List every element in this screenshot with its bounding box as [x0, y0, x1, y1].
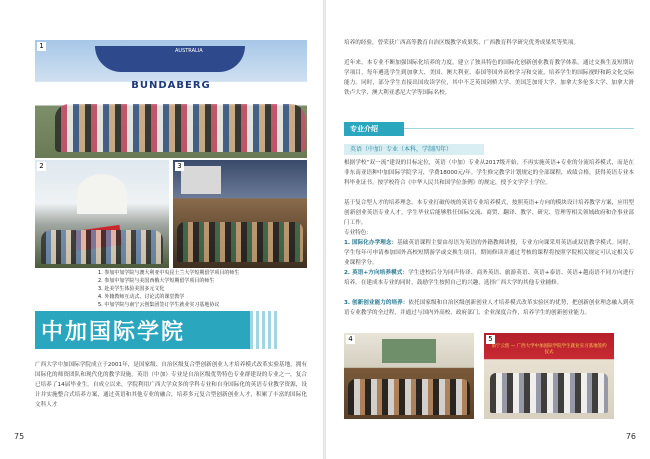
feature-1-title: 1. 国际化办学理念：	[344, 240, 398, 246]
photo-signing-ceremony	[484, 333, 614, 419]
feature-1	[344, 238, 634, 268]
feature-3-title: 3. 创新创业能力的培养：	[344, 300, 409, 306]
section-title: 专业介绍	[350, 125, 378, 133]
page-number: 75	[14, 432, 25, 441]
title-stripe-decoration	[250, 311, 280, 349]
photo-captions	[98, 269, 313, 309]
audience-group	[177, 222, 303, 262]
photo-cultural-event	[173, 160, 307, 268]
feature-3	[344, 298, 634, 318]
photo-number: 2	[37, 162, 46, 171]
banner-text: AUSTRALIA	[175, 48, 203, 54]
caption-1: 1. 参加中加学院与澳大利亚中央昆士兰大学短期留学项目的师生	[98, 270, 240, 276]
intro-paragraph: 广西大学中加国际学院成立于2001年，是国家级、自治区级复合型创新创业人才培养模式改革实验基地，拥有国际化的师资团队和现代化的教学设施。英语（中加）专业是自治区级优势特色专业群建设的专业之一，复合已培养了14届毕业生。自成立以来，学院利用广西大学众多的学科专业和自身国际化的英语专业教学资源，设计并实施整合式培养方案，通过英语和其他专业的融合，培养多元复合型创新创业人才，积累了丰富的国际化文科人才	[35, 362, 307, 408]
training-paragraph: 基于复合型人才的培养理念，本专业打破传统的英语专业培养模式，按照英语+方向的模块设计培养教学方案，应用型创新创业英语专业人才。学生毕业后能够胜任国际交流、商贸、翻译、教学、研究、管理等相关领域政府和企事业部门工作。	[344, 200, 634, 226]
ceremony-group	[490, 373, 608, 413]
bundaberg-sign: BUNDABERG	[131, 80, 211, 91]
feature-2-text: 学生进校后分为同声传译、商务英语、旅游英语、英语+泰语、英语+越南语不同方向进行培养。在建成本专业的同时，鼓励学生按照自己的兴趣，选择广西大学的其他专业辅修。	[344, 270, 634, 286]
photo-number: 3	[175, 162, 184, 171]
program-paragraph: 根据学校“双一流”建设的目标定位，英语（中加）专业从2017级开始，不再实施英语+专业的分流培养模式，而是在非东南亚语种中加国际学院学习，学费18000元/年。学生修完教学计划规定的全部课程，成绩合格，获得英语专业本科毕业证书。按学校符合《中华人民共和国学位条例》的规定，授予文学学士学位。	[344, 160, 634, 186]
ceremony-banner: 南宁云创 — 广西大学中加国际学院学生就业实习基地签约仪式	[491, 344, 607, 355]
feature-2	[344, 268, 634, 288]
page-number: 76	[625, 432, 636, 441]
left-page	[0, 0, 324, 459]
intro-continued: 培养的经验，曾荣获广西高等教育自治区级教学成果奖、广西教育科学研究优秀成果奖等奖项。	[344, 40, 579, 46]
photo-number: 1	[37, 42, 46, 51]
photo-number: 5	[486, 335, 495, 344]
photo-classroom	[344, 333, 474, 419]
feature-3-text: 依托国家级和自治区级创新创业人才培养模式改革实验区的优势，把创新创业理念融入到英语专业教学的全过程，并通过与国内外高校、政府部门、企业深度合作，培养学生的创新创业能力。	[344, 300, 634, 316]
student-group	[41, 230, 163, 264]
caption-2: 2. 参加中加学院与美国西俄大学短期留学项目的师生	[98, 278, 215, 284]
feature-1-text: 基础英语课程主要由母语为英语的外籍教师讲授，专业方向课采用英语或双语教学模式。同时，学生每年可申请参加国外高校短期游学或交换生项目，期间修读并通过考核的课程将按照学院相关规定可认定相关专业课程学分。	[344, 240, 634, 266]
international-paragraph: 近年来，本专业不断加强国际化培养的力度，建立了独具特色的国际化创新创业教育教学体系。通过交换生及短期访学项目，每年遴选学生到加拿大、美国、澳大利亚、泰国等国外高校学习和交流，培养学生的国际视野和跨文化交际能力。同时，部分学生直接出国攻读学位，其中不乏英国剑桥大学、美国芝加哥大学、加拿大多伦多大学、加拿大滑铁卢大学、澳大利亚悉尼大学等国际名校。	[344, 60, 634, 96]
college-title-box	[35, 311, 250, 349]
program-subheading: 英语（中加）专业（本科，学制四年）	[344, 144, 484, 155]
section-header	[344, 122, 404, 136]
blackboard	[382, 339, 436, 363]
photo-bundaberg-group	[35, 40, 307, 158]
feature-2-title: 2. 英语+方向培养模式：	[344, 270, 409, 276]
caption-4: 4. 外籍教师互动式、讨论式的课堂教学	[98, 294, 185, 300]
college-title: 中加国际学院	[41, 319, 186, 345]
caption-5: 5. 中加学院与南宁云创集团签订学生就业实习基地协议	[98, 302, 220, 308]
screen	[181, 166, 221, 194]
university-banner	[95, 46, 245, 72]
photo-us-capitol-group	[35, 160, 169, 268]
right-page	[326, 0, 650, 459]
caption-3: 3. 赴美学生体验美国多元文化	[98, 286, 165, 292]
capitol-dome	[77, 174, 127, 214]
student-group	[55, 104, 305, 152]
section-divider	[404, 128, 634, 129]
features-label: 专业特色：	[344, 230, 372, 236]
photo-number: 4	[346, 335, 355, 344]
class-group	[348, 379, 470, 415]
